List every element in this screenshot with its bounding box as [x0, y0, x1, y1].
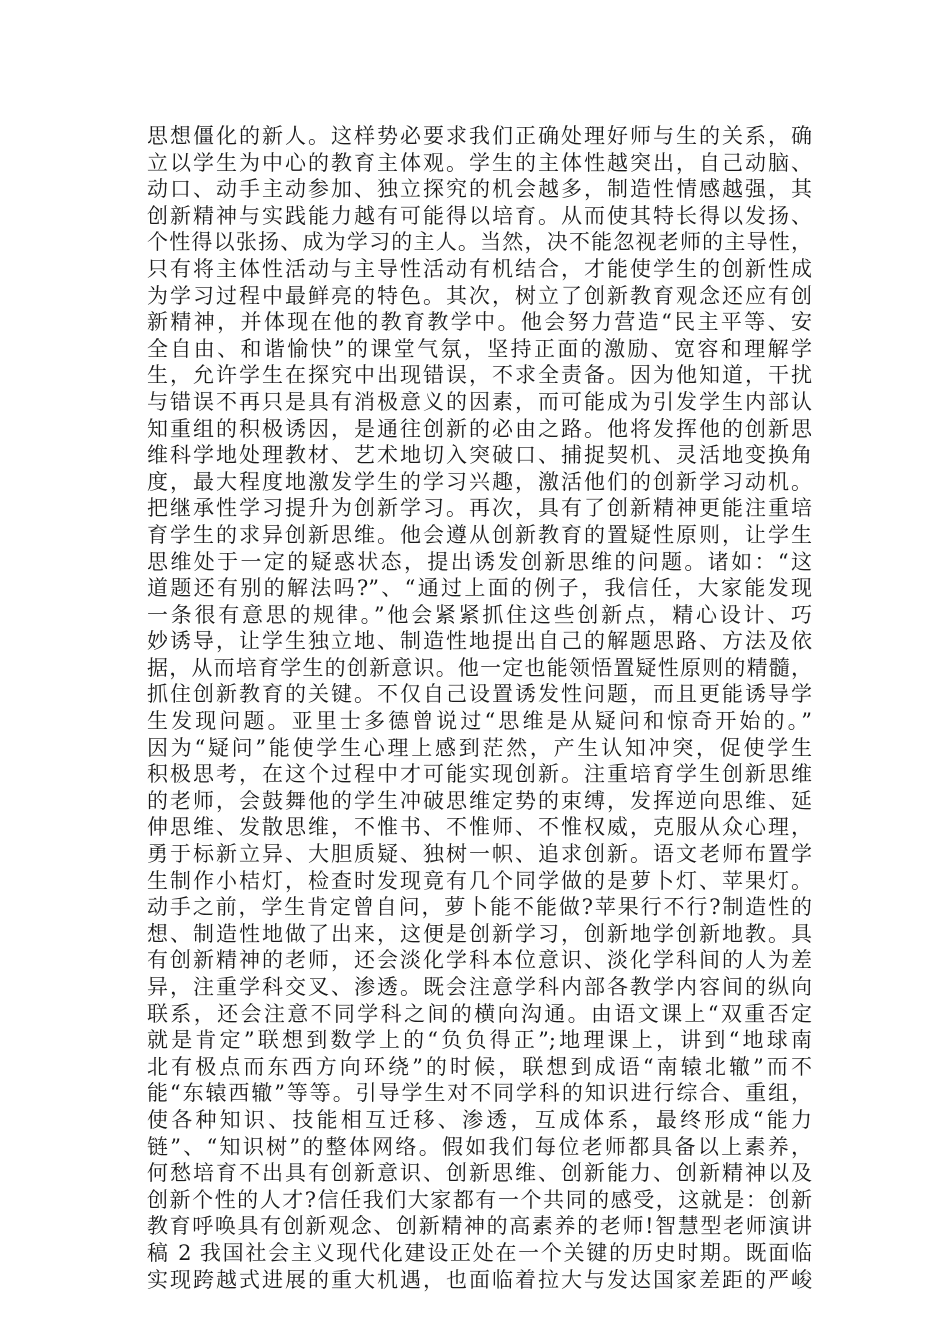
text-line: 与错误不再只是具有消极意义的因素，而可能成为引发学生内部认	[147, 389, 812, 414]
text-line: 动手之前，学生肯定曾自问，萝卜能不能做?苹果行不行?制造性的	[147, 895, 812, 920]
text-line: 链”、“知识树”的整体网络。假如我们每位老师都具备以上素养，	[147, 1134, 812, 1159]
body-text	[147, 123, 812, 1293]
text-line: 北有极点而东西方向环绕”的时候，联想到成语“南辕北辙”而不	[147, 1054, 812, 1079]
text-line: 度，最大程度地激发学生的学习兴趣，激活他们的创新学习动机。	[147, 469, 812, 494]
text-line: 一条很有意思的规律。”他会紧紧抓住这些创新点，精心设计、巧	[147, 602, 812, 627]
text-line: 只有将主体性活动与主导性活动有机结合，才能使学生的创新性成	[147, 256, 812, 281]
text-line: 新精神，并体现在他的教育教学中。他会努力营造“民主平等、安	[147, 310, 812, 335]
text-line: 创新精神与实践能力越有可能得以培育。从而使其特长得以发扬、	[147, 203, 812, 228]
text-line: 立以学生为中心的教育主体观。学生的主体性越突出，自己动脑、	[147, 150, 812, 175]
text-line: 教育呼唤具有创新观念、创新精神的高素养的老师!智慧型老师演讲	[147, 1214, 812, 1239]
text-line: 就是肯定”联想到数学上的“负负得正”;地理课上，讲到“地球南	[147, 1028, 812, 1053]
text-line: 何愁培育不出具有创新意识、创新思维、创新能力、创新精神以及	[147, 1161, 812, 1186]
text-line: 因为“疑问”能使学生心理上感到茫然，产生认知冲突，促使学生	[147, 735, 812, 760]
text-line: 稿 2 我国社会主义现代化建设正处在一个关键的历史时期。既面临	[147, 1240, 812, 1265]
text-line: 维科学地处理教材、艺术地切入突破口、捕捉契机、灵活地变换角	[147, 443, 812, 468]
text-line: 动口、动手主动参加、独立探究的机会越多，制造性情感越强，其	[147, 177, 812, 202]
text-line: 能“东辕西辙”等等。引导学生对不同学科的知识进行综合、重组，	[147, 1081, 812, 1106]
text-line: 创新个性的人才?信任我们大家都有一个共同的感受，这就是：创新	[147, 1187, 812, 1212]
text-line: 据，从而培育学生的创新意识。他一定也能领悟置疑性原则的精髓，	[147, 655, 812, 680]
text-line: 知重组的积极诱因，是通往创新的必由之路。他将发挥他的创新思	[147, 416, 812, 441]
text-line: 生，允许学生在探究中出现错误，不求全责备。因为他知道，干扰	[147, 363, 812, 388]
text-line: 生发现问题。亚里士多德曾说过“思维是从疑问和惊奇开始的。”	[147, 709, 812, 734]
text-line: 个性得以张扬、成为学习的主人。当然，决不能忽视老师的主导性，	[147, 230, 812, 255]
text-line: 全自由、和谐愉快”的课堂气氛，坚持正面的激励、宽容和理解学	[147, 336, 812, 361]
text-line: 思维处于一定的疑惑状态，提出诱发创新思维的问题。诸如：“这	[147, 549, 812, 574]
text-line: 育学生的求异创新思维。他会遵从创新教育的置疑性原则，让学生	[147, 522, 812, 547]
text-line: 使各种知识、技能相互迁移、渗透，互成体系，最终形成“能力	[147, 1107, 812, 1132]
text-line: 勇于标新立异、大胆质疑、独树一帜、追求创新。语文老师布置学	[147, 842, 812, 867]
text-line: 生制作小桔灯，检查时发现竟有几个同学做的是萝卜灯、苹果灯。	[147, 868, 812, 893]
text-line: 妙诱导，让学生独立地、制造性地提出自己的解题思路、方法及依	[147, 629, 812, 654]
text-line: 把继承性学习提升为创新学习。再次，具有了创新精神更能注重培	[147, 496, 812, 521]
text-line: 联系，还会注意不同学科之间的横向沟通。由语文课上“双重否定	[147, 1001, 812, 1026]
text-line: 异，注重学科交叉、渗透。既会注意学科内部各教学内容间的纵向	[147, 975, 812, 999]
text-line: 抓住创新教育的关键。不仅自己设置诱发性问题，而且更能诱导学	[147, 682, 812, 707]
text-line: 的老师，会鼓舞他的学生冲破思维定势的束缚，发挥逆向思维、延	[147, 788, 812, 813]
text-line: 有创新精神的老师，还会淡化学科本位意识、淡化学科间的人为差	[147, 948, 812, 973]
text-line: 积极思考，在这个过程中才可能实现创新。注重培育学生创新思维	[147, 762, 812, 787]
text-line: 实现跨越式进展的重大机遇，也面临着拉大与发达国家差距的严峻	[147, 1267, 812, 1292]
text-line: 思想僵化的新人。这样势必要求我们正确处理好师与生的关系，确	[147, 124, 812, 148]
text-line: 为学习过程中最鲜亮的特色。其次，树立了创新教育观念还应有创	[147, 283, 812, 308]
text-line: 道题还有别的解法吗?”、“通过上面的例子，我信任，大家能发现	[147, 576, 812, 601]
text-line: 想、制造性地做了出来，这便是创新学习，创新地学创新地教。具	[147, 921, 812, 946]
text-line: 伸思维、发散思维，不惟书、不惟师、不惟权威，克服从众心理，	[147, 815, 812, 840]
